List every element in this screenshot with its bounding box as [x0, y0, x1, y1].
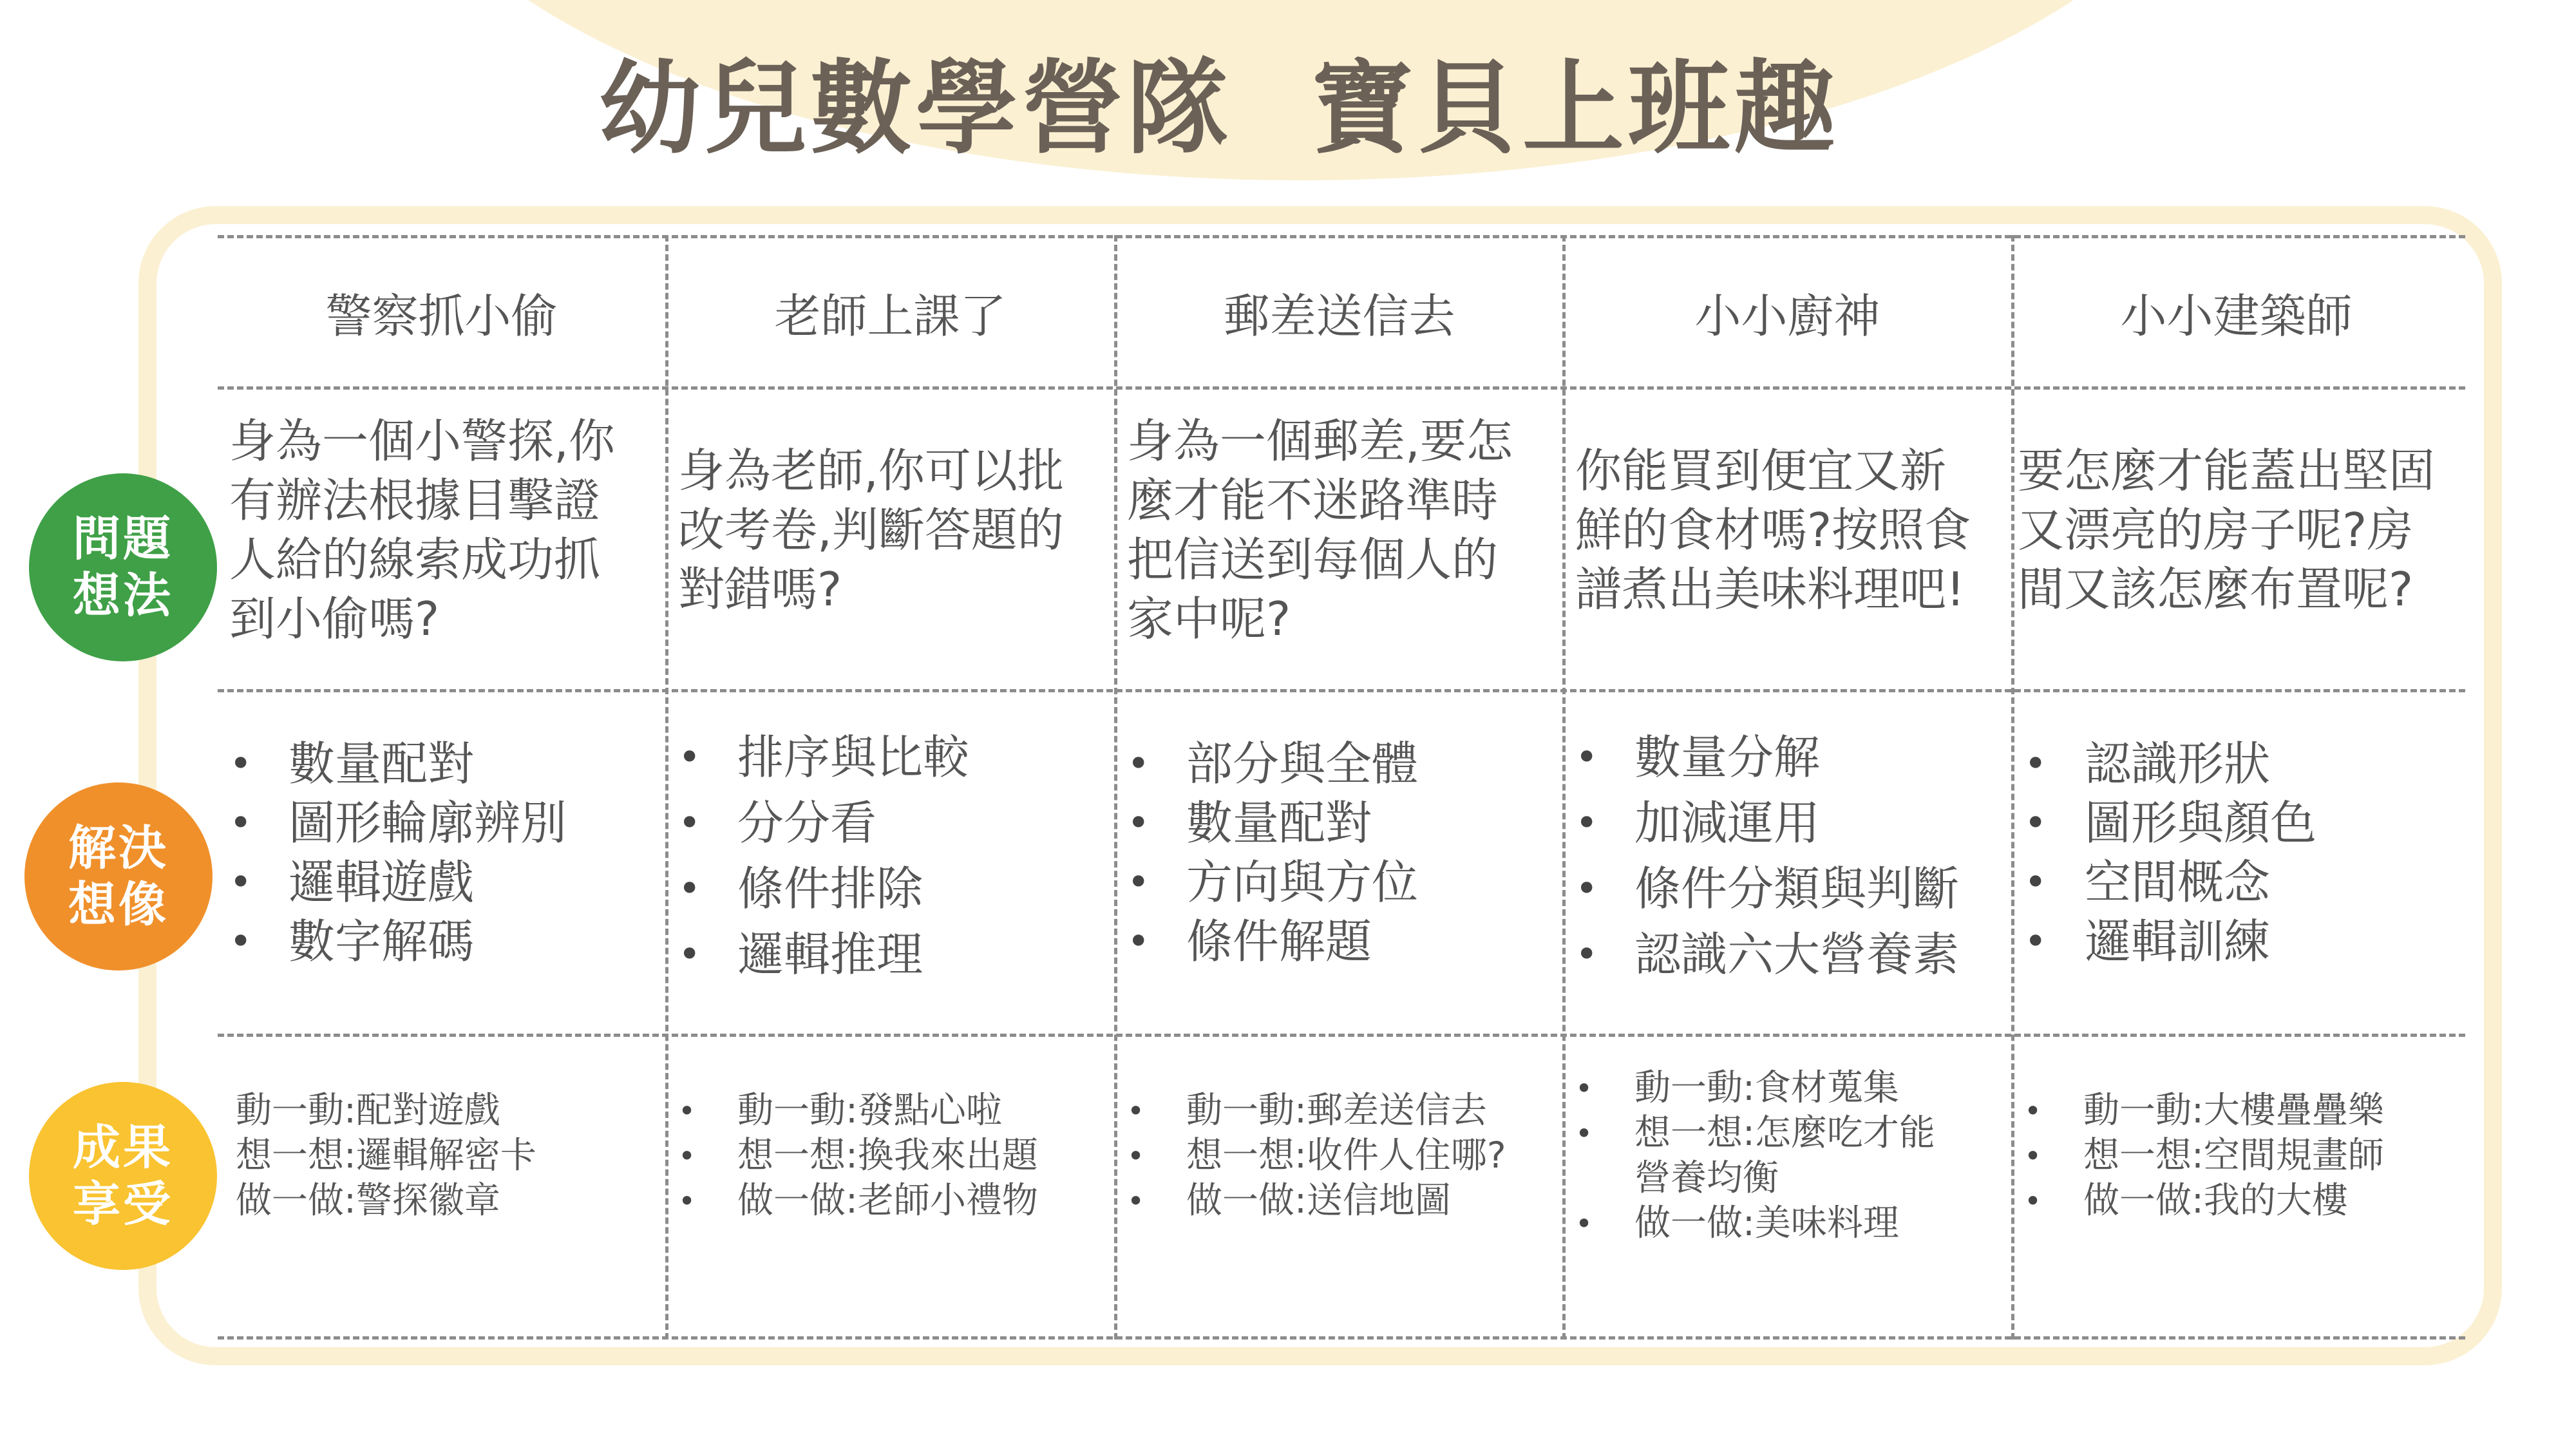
outcome-item: • 動一動:大樓疊疊樂 [2012, 1088, 2457, 1133]
question-chef [1564, 388, 2008, 672]
skill-item: • 圖形與顏色 [2012, 793, 2457, 853]
outcome-item: • 想一想:空間規畫師 [2012, 1133, 2457, 1179]
outcomes-list-chef [1564, 1066, 2008, 1246]
badge-question-line1: 問題 [73, 511, 173, 567]
outcome-item: • 做一做:送信地圖 [1115, 1179, 1560, 1224]
skills-list-chef [1564, 724, 2008, 987]
question-line: 身為一個郵差,要怎 [1127, 414, 1513, 468]
question-line: 家中呢? [1127, 592, 1291, 646]
skill-item: • 認識六大營養素 [1564, 922, 2008, 987]
question-line: 身為老師,你可以批 [678, 444, 1064, 498]
question-line: 間又該怎麼布置呢? [2018, 562, 2414, 616]
question-line: 身為一個小警探,你 [229, 414, 615, 468]
skill-item: • 分分看 [667, 790, 1111, 856]
badge-result-line1: 成果 [73, 1120, 173, 1175]
grid-line [218, 1336, 2465, 1340]
question-line: 鮮的食材嗎?按照食 [1575, 503, 1971, 557]
question-line: 要怎麼才能蓋出堅固 [2018, 444, 2436, 498]
skill-item: • 圖形輪廓辨別 [218, 793, 662, 853]
grid-line [218, 235, 2465, 238]
outcome-item: • 做一做:美味料理 [1564, 1201, 2008, 1246]
column-header-architect: 小小建築師 [2120, 289, 2353, 343]
question-line: 對錯嗎? [678, 562, 842, 616]
outcome-item-continued: 營養均衡 [1634, 1157, 1779, 1199]
badge-question [29, 473, 217, 661]
skill-item: • 數量配對 [218, 734, 662, 793]
question-police [218, 388, 662, 672]
question-line: 到小偷嗎? [229, 592, 440, 646]
outcomes-list-mail [1115, 1088, 1560, 1224]
skills-list-architect [2012, 734, 2457, 971]
outcomes-list-police [218, 1088, 662, 1224]
skill-item: • 數量配對 [1115, 793, 1560, 853]
question-line: 麼才能不迷路準時 [1127, 473, 1499, 527]
skills-list-mail [1115, 734, 1560, 971]
skill-item: • 方向與方位 [1115, 853, 1560, 912]
badge-result [29, 1082, 217, 1270]
grid-line [218, 1034, 2465, 1037]
skill-item: • 空間概念 [2012, 853, 2457, 912]
outcome-item: • 動一動:郵差送信去 [1115, 1088, 1560, 1133]
skill-item: • 邏輯遊戲 [218, 853, 662, 912]
question-line: 人給的線索成功抓 [229, 533, 601, 587]
outcome-item: • 做一做:老師小禮物 [667, 1179, 1111, 1224]
question-architect [2012, 388, 2457, 672]
skill-item: • 條件分類與判斷 [1564, 856, 2008, 922]
skills-list-police [218, 734, 662, 971]
outcome-item: • 動一動:發點心啦 [667, 1088, 1111, 1133]
question-line: 又漂亮的房子呢?房 [2018, 503, 2414, 557]
skill-item: • 條件解題 [1115, 912, 1560, 971]
skill-item: • 邏輯推理 [667, 922, 1111, 987]
badge-solution-line1: 解決 [68, 820, 169, 876]
skills-list-teacher [667, 724, 1111, 987]
badge-solution [24, 782, 213, 971]
skill-item: • 認識形狀 [2012, 734, 2457, 793]
outcomes-list-teacher [667, 1088, 1111, 1224]
outcome-item: • 想一想:收件人住哪? [1115, 1133, 1560, 1179]
question-line: 把信送到每個人的 [1127, 533, 1499, 587]
outcome-item: • 想一想:換我來出題 [667, 1133, 1111, 1179]
badge-question-line2: 想法 [73, 568, 173, 623]
outcome-item: • 做一做:我的大樓 [2012, 1179, 2457, 1224]
question-line: 改考卷,判斷答題的 [678, 503, 1064, 557]
grid-line [218, 689, 2465, 692]
outcome-item: 動一動:配對遊戲 [236, 1090, 500, 1132]
badge-result-line2: 享受 [73, 1177, 173, 1232]
skill-item: • 部分與全體 [1115, 734, 1560, 793]
outcome-item: • 動一動:食材蒐集 [1564, 1066, 2008, 1111]
outcome-item: 想一想:邏輯解密卡 [236, 1135, 536, 1177]
skill-item: • 條件排除 [667, 856, 1111, 922]
page-title: 幼兒數學營隊 寶貝上班趣 [599, 50, 1840, 168]
question-line: 你能買到便宜又新 [1575, 444, 1947, 498]
outcome-item: 做一做:警探徽章 [236, 1180, 500, 1222]
question-line: 有辦法根據目擊證 [229, 473, 601, 527]
column-header-police: 警察抓小偷 [325, 289, 558, 343]
skill-item: • 排序與比較 [667, 724, 1111, 790]
column-header-mail: 郵差送信去 [1223, 289, 1455, 343]
skill-item: • 邏輯訓練 [2012, 912, 2457, 971]
skill-item: • 加減運用 [1564, 790, 2008, 856]
column-header-teacher: 老師上課了 [774, 289, 1007, 343]
question-line: 譜煮出美味料理吧! [1575, 562, 1965, 616]
skill-item: • 數字解碼 [218, 912, 662, 971]
badge-solution-line2: 想像 [68, 877, 169, 933]
outcome-item: • 想一想:怎麼吃才能 [1564, 1111, 2008, 1156]
skill-item: • 數量分解 [1564, 724, 2008, 790]
outcomes-list-architect [2012, 1088, 2457, 1224]
column-header-chef: 小小廚神 [1694, 289, 1880, 343]
curriculum-table [218, 235, 2465, 1340]
question-mail [1115, 388, 1560, 672]
question-teacher [667, 388, 1111, 672]
